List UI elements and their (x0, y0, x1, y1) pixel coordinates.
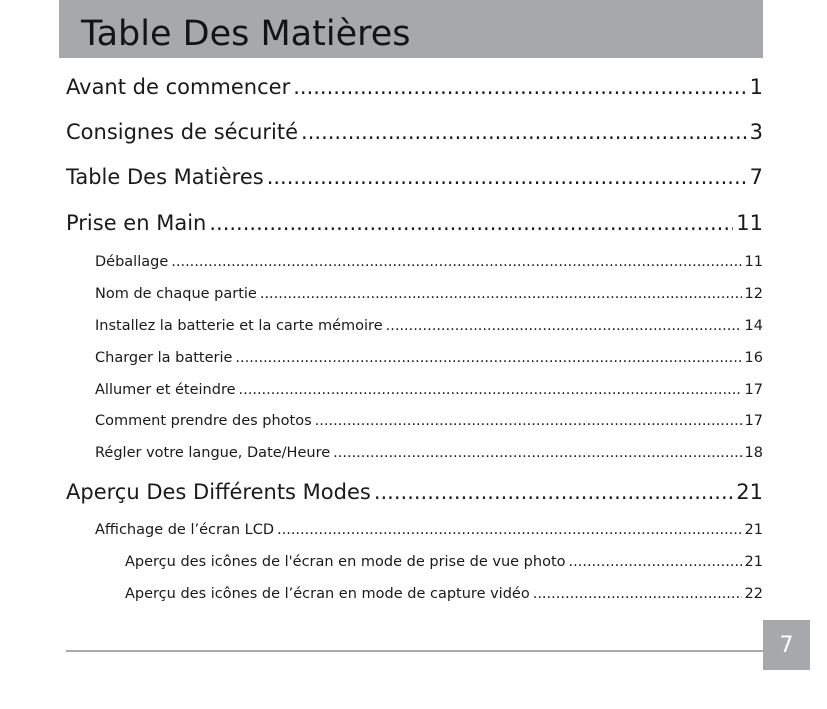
toc-entry[interactable] (95, 381, 763, 399)
toc-entry[interactable] (66, 479, 763, 505)
toc-entry-title: Comment prendre des photos (95, 413, 312, 429)
toc-entry-title: Affichage de l’écran LCD (95, 522, 274, 538)
toc-entry[interactable] (66, 210, 763, 236)
toc-entry-title: Consignes de sécurité (66, 120, 299, 144)
toc-leader-dots (333, 444, 741, 462)
toc-entry[interactable] (95, 317, 763, 335)
toc-entry[interactable] (95, 521, 763, 539)
toc-entry[interactable] (66, 164, 763, 190)
toc-entry-title: Aperçu des icônes de l’écran en mode de capture vidéo (125, 586, 530, 602)
toc-entry[interactable] (125, 585, 763, 603)
toc-entry[interactable] (125, 553, 763, 571)
toc-leader-dots (301, 119, 747, 145)
toc-leader-dots (239, 381, 742, 399)
toc-entry-page: 17 (744, 382, 763, 398)
toc-entry[interactable] (95, 349, 763, 367)
toc-leader-dots (171, 253, 741, 271)
page-number-badge: 7 (763, 620, 810, 670)
toc-entry[interactable] (95, 285, 763, 303)
toc-leader-dots (533, 585, 742, 603)
toc-entry[interactable] (95, 412, 763, 430)
toc-entry[interactable] (95, 444, 763, 462)
toc-entry-page: 11 (736, 211, 763, 235)
toc-entry-title: Aperçu des icônes de l'écran en mode de prise de vue photo (125, 554, 566, 570)
toc-leader-dots (267, 164, 747, 190)
toc-entry[interactable] (95, 253, 763, 271)
toc-leader-dots (209, 210, 733, 236)
toc-entry-title: Prise en Main (66, 211, 207, 235)
toc-entry-title: Table Des Matières (66, 165, 264, 189)
toc-entry-page: 11 (744, 254, 763, 270)
toc-leader-dots (374, 479, 733, 505)
page-title: Table Des Matières (81, 14, 411, 54)
toc-entry-page: 12 (744, 286, 763, 302)
toc-entry-page: 21 (744, 522, 763, 538)
toc-entry-page: 18 (744, 445, 763, 461)
toc-entry-page: 3 (749, 120, 763, 144)
toc-entry[interactable] (66, 119, 763, 145)
toc-leader-dots (569, 553, 742, 571)
toc-entry-title: Aperçu Des Différents Modes (66, 480, 371, 504)
toc-entry-page: 22 (744, 586, 763, 602)
toc-entry-page: 1 (749, 75, 763, 99)
toc-leader-dots (293, 74, 746, 100)
toc-entry-title: Avant de commencer (66, 75, 291, 99)
toc-entry-page: 14 (744, 318, 763, 334)
toc-entry-title: Allumer et éteindre (95, 382, 236, 398)
toc-entry-title: Charger la batterie (95, 350, 233, 366)
toc-leader-dots (235, 349, 741, 367)
toc-leader-dots (386, 317, 742, 335)
toc-entry[interactable] (66, 74, 763, 100)
toc-entry-title: Installez la batterie et la carte mémoire (95, 318, 383, 334)
toc-entry-page: 17 (744, 413, 763, 429)
toc-entry-title: Régler votre langue, Date/Heure (95, 445, 331, 461)
toc-entry-page: 7 (749, 165, 763, 189)
toc-entry-page: 16 (744, 350, 763, 366)
toc-leader-dots (260, 285, 742, 303)
toc-leader-dots (277, 521, 742, 539)
toc-entry-title: Déballage (95, 254, 169, 270)
toc-entry-title: Nom de chaque partie (95, 286, 257, 302)
toc-leader-dots (315, 412, 742, 430)
footer-divider (66, 650, 763, 652)
toc-entry-page: 21 (744, 554, 763, 570)
toc-entry-page: 21 (736, 480, 763, 504)
